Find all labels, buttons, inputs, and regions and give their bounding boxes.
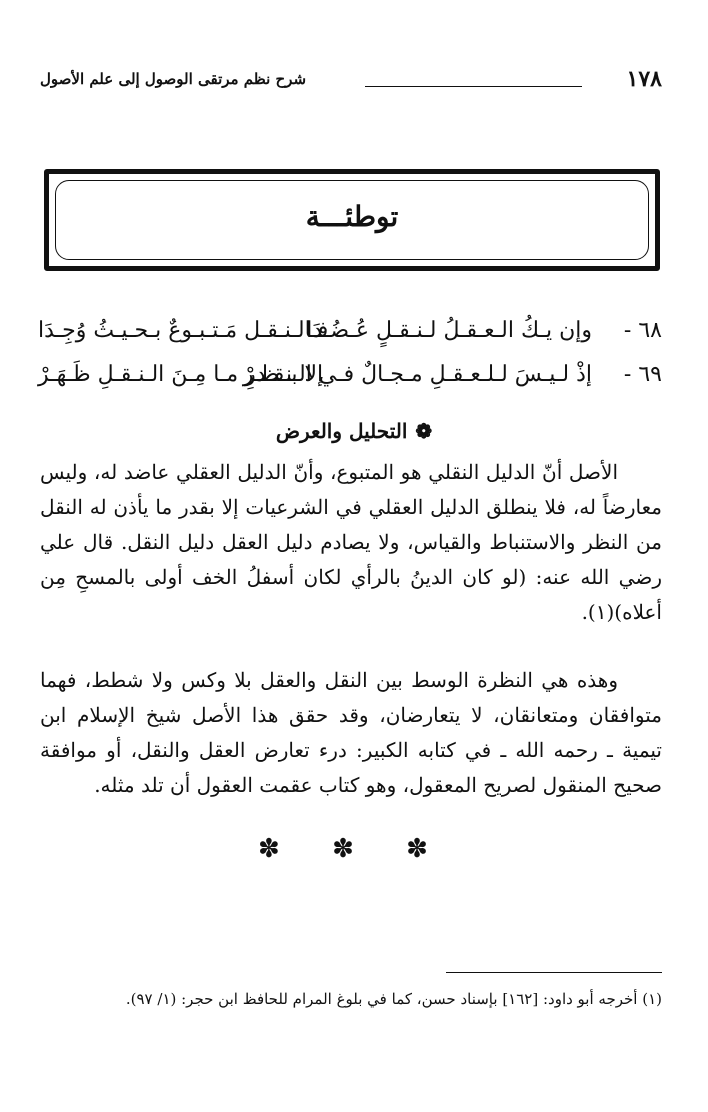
section-separator: ✽ ✽ ✽ — [258, 834, 450, 864]
verse-second-hemistich: إلا بـقـدرِ مـا مِـنَ الـنـقـلِ ظَـهَـرْ — [38, 362, 324, 387]
body-paragraph-1 — [40, 455, 662, 630]
body-paragraph-2 — [40, 663, 662, 803]
paragraph-text: الأصل أنّ الدليل النقلي هو المتبوع، وأنّ الدليل العقلي عاضد له، وليس معارضاً له، فلا ينطلق الدليل العقلي في الشرعيات إلا بقدر ما يأذن له النقل من النظر والاستنباط والقياس، ولا يصادم دليل العقل دليل النقل. قال علي رضي الله عنه: (لو كان الدينُ بالرأي لكان أسفلُ الخف أولى بالمسحِ مِن أعلاه)(١). — [40, 460, 662, 624]
ornament-icon: ❁ — [415, 419, 433, 443]
page-number: ١٧٨ — [626, 66, 662, 92]
verse-68 — [38, 318, 662, 352]
subheading-text: التحليل والعرض — [275, 419, 408, 443]
verse-number: ٦٩ - — [623, 362, 662, 387]
section-title: توطئـــة — [305, 200, 399, 233]
verse-number: ٦٨ - — [623, 318, 662, 343]
footnote-rule — [446, 972, 662, 973]
verse-first-hemistich: وإن يـكُ الـعـقـلُ لـنـقـلٍ عُـضُـدَا — [306, 318, 592, 343]
header-rule — [365, 86, 582, 87]
paragraph-text: وهذه هي النظرة الوسط بين النقل والعقل بلا وكس ولا شطط، فهما متوافقان ومتعانقان، لا يتعارضان، وقد حقق هذا الأصل شيخ الإسلام ابن تيمية ـ رحمه الله ـ في كتابه الكبير: درء تعارض العقل والنقل، أو موافقة صحيح المنقول لصريح المعقول، وهو كتاب عقمت العقول أن تلد مثله. — [40, 668, 662, 797]
running-title: شرح نظم مرتقى الوصول إلى علم الأصول — [40, 70, 307, 88]
subheading — [40, 419, 668, 443]
running-header — [40, 66, 662, 96]
footnote: (١) أخرجه أبو داود: [١٦٢] بإسناد حسن، كما في بلوغ المرام للحافظ ابن حجر: (١/ ٩٧). — [125, 990, 662, 1008]
section-title-frame — [44, 169, 660, 271]
verse-first-hemistich: إذْ لـيـسَ لـلـعـقـلِ مـجـالٌ فـي الـنـظـرْ — [242, 362, 592, 387]
verse-69 — [38, 362, 662, 396]
verse-second-hemistich: فـالـنـقـل مَـتـبـوعٌ بـحـيـثُ وُجِـدَا — [38, 318, 329, 343]
